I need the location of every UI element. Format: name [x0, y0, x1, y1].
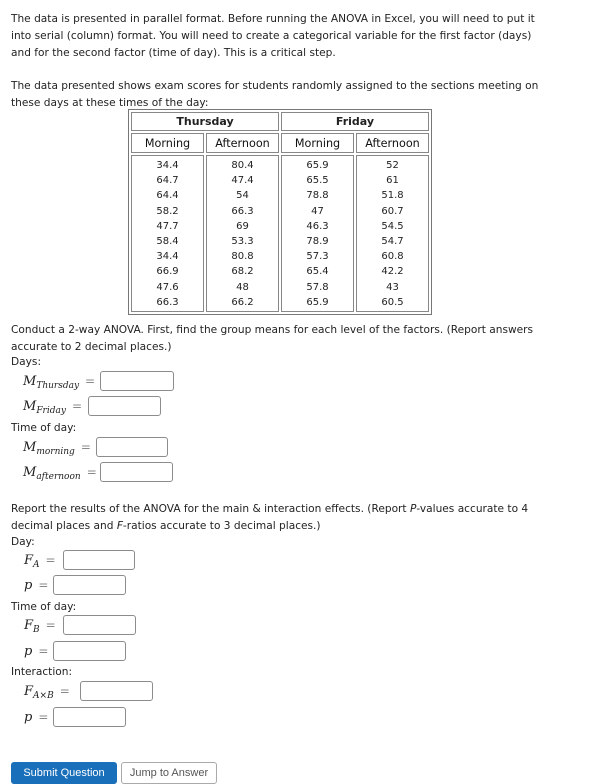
table-header-times — [131, 133, 429, 153]
table-cell: 57.3 — [306, 251, 329, 263]
instruction-line: accurate to 2 decimal places.) — [11, 341, 172, 354]
equals-sign: = — [45, 618, 56, 632]
table-cell: 42.2 — [381, 266, 404, 278]
equals-sign: = — [80, 440, 91, 454]
column-thursday-afternoon — [206, 155, 279, 312]
m-symbol: M — [23, 374, 37, 389]
header-friday: Friday — [281, 112, 429, 131]
f-b-input[interactable] — [63, 615, 136, 635]
mean-friday-input[interactable] — [88, 396, 161, 416]
equals-sign: = — [86, 465, 97, 479]
description-line: The data presented shows exam scores for students randomly assigned to the sections meeting on — [11, 80, 539, 92]
table-cell: 47.6 — [156, 281, 179, 293]
p-symbol: p — [24, 644, 33, 659]
table-cell: 66.2 — [231, 296, 254, 308]
table-cell: 60.8 — [381, 251, 404, 263]
means-instructions — [11, 322, 591, 356]
f-axb-label — [24, 684, 70, 701]
friday-subscript: Friday — [36, 406, 66, 416]
equals-sign: = — [38, 578, 49, 592]
table-cell: 65.4 — [306, 266, 329, 278]
instruction-text: Report the results of the ANOVA for the main & interaction effects. (Report — [11, 503, 410, 515]
table-cell: 47 — [311, 205, 324, 217]
table-cell: 47.7 — [156, 220, 179, 232]
equals-sign: = — [71, 399, 83, 413]
table-cell: 61 — [386, 175, 399, 187]
exam-scores-table — [128, 109, 432, 315]
mean-friday-label — [23, 399, 82, 416]
column-thursday-morning — [131, 155, 204, 312]
description-line: these days at these times of the day: — [11, 97, 209, 110]
description-paragraph — [11, 78, 591, 112]
table-cell: 60.7 — [381, 205, 404, 217]
column-friday-afternoon — [356, 155, 429, 312]
table-cell: 58.2 — [156, 205, 179, 217]
table-data-row — [131, 155, 429, 312]
intro-line: The data is presented in parallel format. Before running the ANOVA in Excel, you will need to put it — [11, 13, 535, 25]
instruction-line: Conduct a 2-way ANOVA. First, find the group means for each level of the factors. (Report answers — [11, 324, 534, 336]
b-subscript: B — [33, 625, 40, 635]
axb-subscript: A×B — [33, 691, 54, 701]
table-cell: 58.4 — [156, 236, 179, 248]
table-cell: 60.5 — [381, 296, 404, 308]
header-friday-afternoon: Afternoon — [356, 133, 429, 153]
table-cell: 64.7 — [156, 175, 179, 187]
header-thursday-morning: Morning — [131, 133, 204, 153]
instruction-line — [11, 501, 591, 518]
day-label: Day: — [11, 536, 35, 548]
table-cell: 66.3 — [231, 205, 254, 217]
mean-thursday-input[interactable] — [100, 371, 174, 391]
equals-sign: = — [38, 710, 49, 724]
table-cell: 65.5 — [306, 175, 329, 187]
f-axb-input[interactable] — [80, 681, 153, 701]
table-cell: 46.3 — [306, 220, 329, 232]
table-cell: 64.4 — [156, 190, 179, 202]
table-cell: 68.2 — [231, 266, 254, 278]
m-symbol: M — [23, 440, 37, 455]
f-a-input[interactable] — [63, 550, 135, 570]
table-cell: 47.4 — [231, 175, 254, 187]
p-symbol: p — [24, 578, 33, 593]
table-cell: 65.9 — [306, 160, 329, 171]
header-friday-morning: Morning — [281, 133, 354, 153]
table-header-days — [131, 112, 429, 131]
p-b-label — [24, 644, 48, 659]
time-of-day-label: Time of day: — [11, 422, 77, 434]
table-cell: 66.3 — [156, 296, 179, 308]
table-cell: 78.9 — [306, 236, 329, 248]
intro-line: into serial (column) format. You will need to create a categorical variable for the first factor (days) — [11, 30, 532, 43]
jump-to-answer-button[interactable]: Jump to Answer — [121, 762, 217, 784]
table-cell: 51.8 — [381, 190, 404, 202]
f-symbol: F — [24, 618, 34, 633]
p-axb-label — [24, 710, 48, 725]
table-cell: 54.7 — [381, 236, 404, 248]
p-symbol: p — [24, 710, 33, 725]
equals-sign: = — [38, 644, 49, 658]
afternoon-subscript: afternoon — [36, 472, 81, 482]
header-thursday: Thursday — [131, 112, 279, 131]
header-thursday-afternoon: Afternoon — [206, 133, 279, 153]
column-friday-morning — [281, 155, 354, 312]
table-cell: 52 — [386, 160, 399, 171]
mean-morning-input[interactable] — [96, 437, 168, 457]
table-cell: 78.8 — [306, 190, 329, 202]
p-a-input[interactable] — [53, 575, 126, 595]
table-cell: 66.9 — [156, 266, 179, 278]
equals-sign: = — [59, 684, 70, 698]
table-cell: 57.8 — [306, 281, 329, 293]
table-cell: 54.5 — [381, 220, 404, 232]
instruction-line — [11, 518, 591, 535]
f-italic: F — [116, 520, 123, 533]
intro-paragraph — [11, 11, 591, 63]
equals-sign: = — [45, 553, 56, 567]
f-b-label — [24, 618, 56, 635]
p-italic: P — [409, 503, 417, 515]
anova-instructions — [11, 501, 591, 535]
table-cell: 80.4 — [231, 160, 254, 171]
table-cell: 53.3 — [231, 236, 254, 248]
table-cell: 65.9 — [306, 296, 329, 308]
mean-morning-label — [23, 440, 91, 457]
instruction-text: decimal places and — [11, 520, 117, 533]
table-cell: 43 — [386, 281, 399, 293]
f-symbol: F — [24, 684, 34, 699]
equals-sign: = — [85, 374, 96, 388]
m-symbol: M — [23, 399, 37, 414]
table-cell: 34.4 — [156, 160, 179, 171]
submit-question-button[interactable]: Submit Question — [11, 762, 117, 784]
mean-afternoon-input[interactable] — [100, 462, 173, 482]
thursday-subscript: Thursday — [36, 381, 80, 391]
instruction-text: -ratios accurate to 3 decimal places.) — [122, 520, 321, 533]
p-axb-input[interactable] — [53, 707, 126, 727]
m-symbol: M — [23, 465, 37, 480]
intro-line: and for the second factor (time of day). This is a critical step. — [11, 47, 336, 60]
p-a-label — [24, 578, 48, 593]
morning-subscript: morning — [36, 447, 75, 457]
p-b-input[interactable] — [53, 641, 126, 661]
table-cell: 69 — [236, 220, 249, 232]
time-of-day-label-anova: Time of day: — [11, 601, 77, 613]
instruction-text: -values accurate to 4 — [416, 503, 529, 515]
table-cell: 80.8 — [231, 251, 254, 263]
interaction-label: Interaction: — [11, 666, 73, 678]
table-cell: 48 — [236, 281, 249, 293]
a-subscript: A — [33, 560, 40, 570]
table-cell: 34.4 — [156, 251, 179, 263]
mean-afternoon-label — [23, 465, 97, 482]
mean-thursday-label — [23, 374, 95, 391]
f-symbol: F — [24, 553, 34, 568]
f-a-label — [24, 553, 56, 570]
days-label: Days: — [11, 356, 42, 368]
table-cell: 54 — [236, 190, 249, 202]
